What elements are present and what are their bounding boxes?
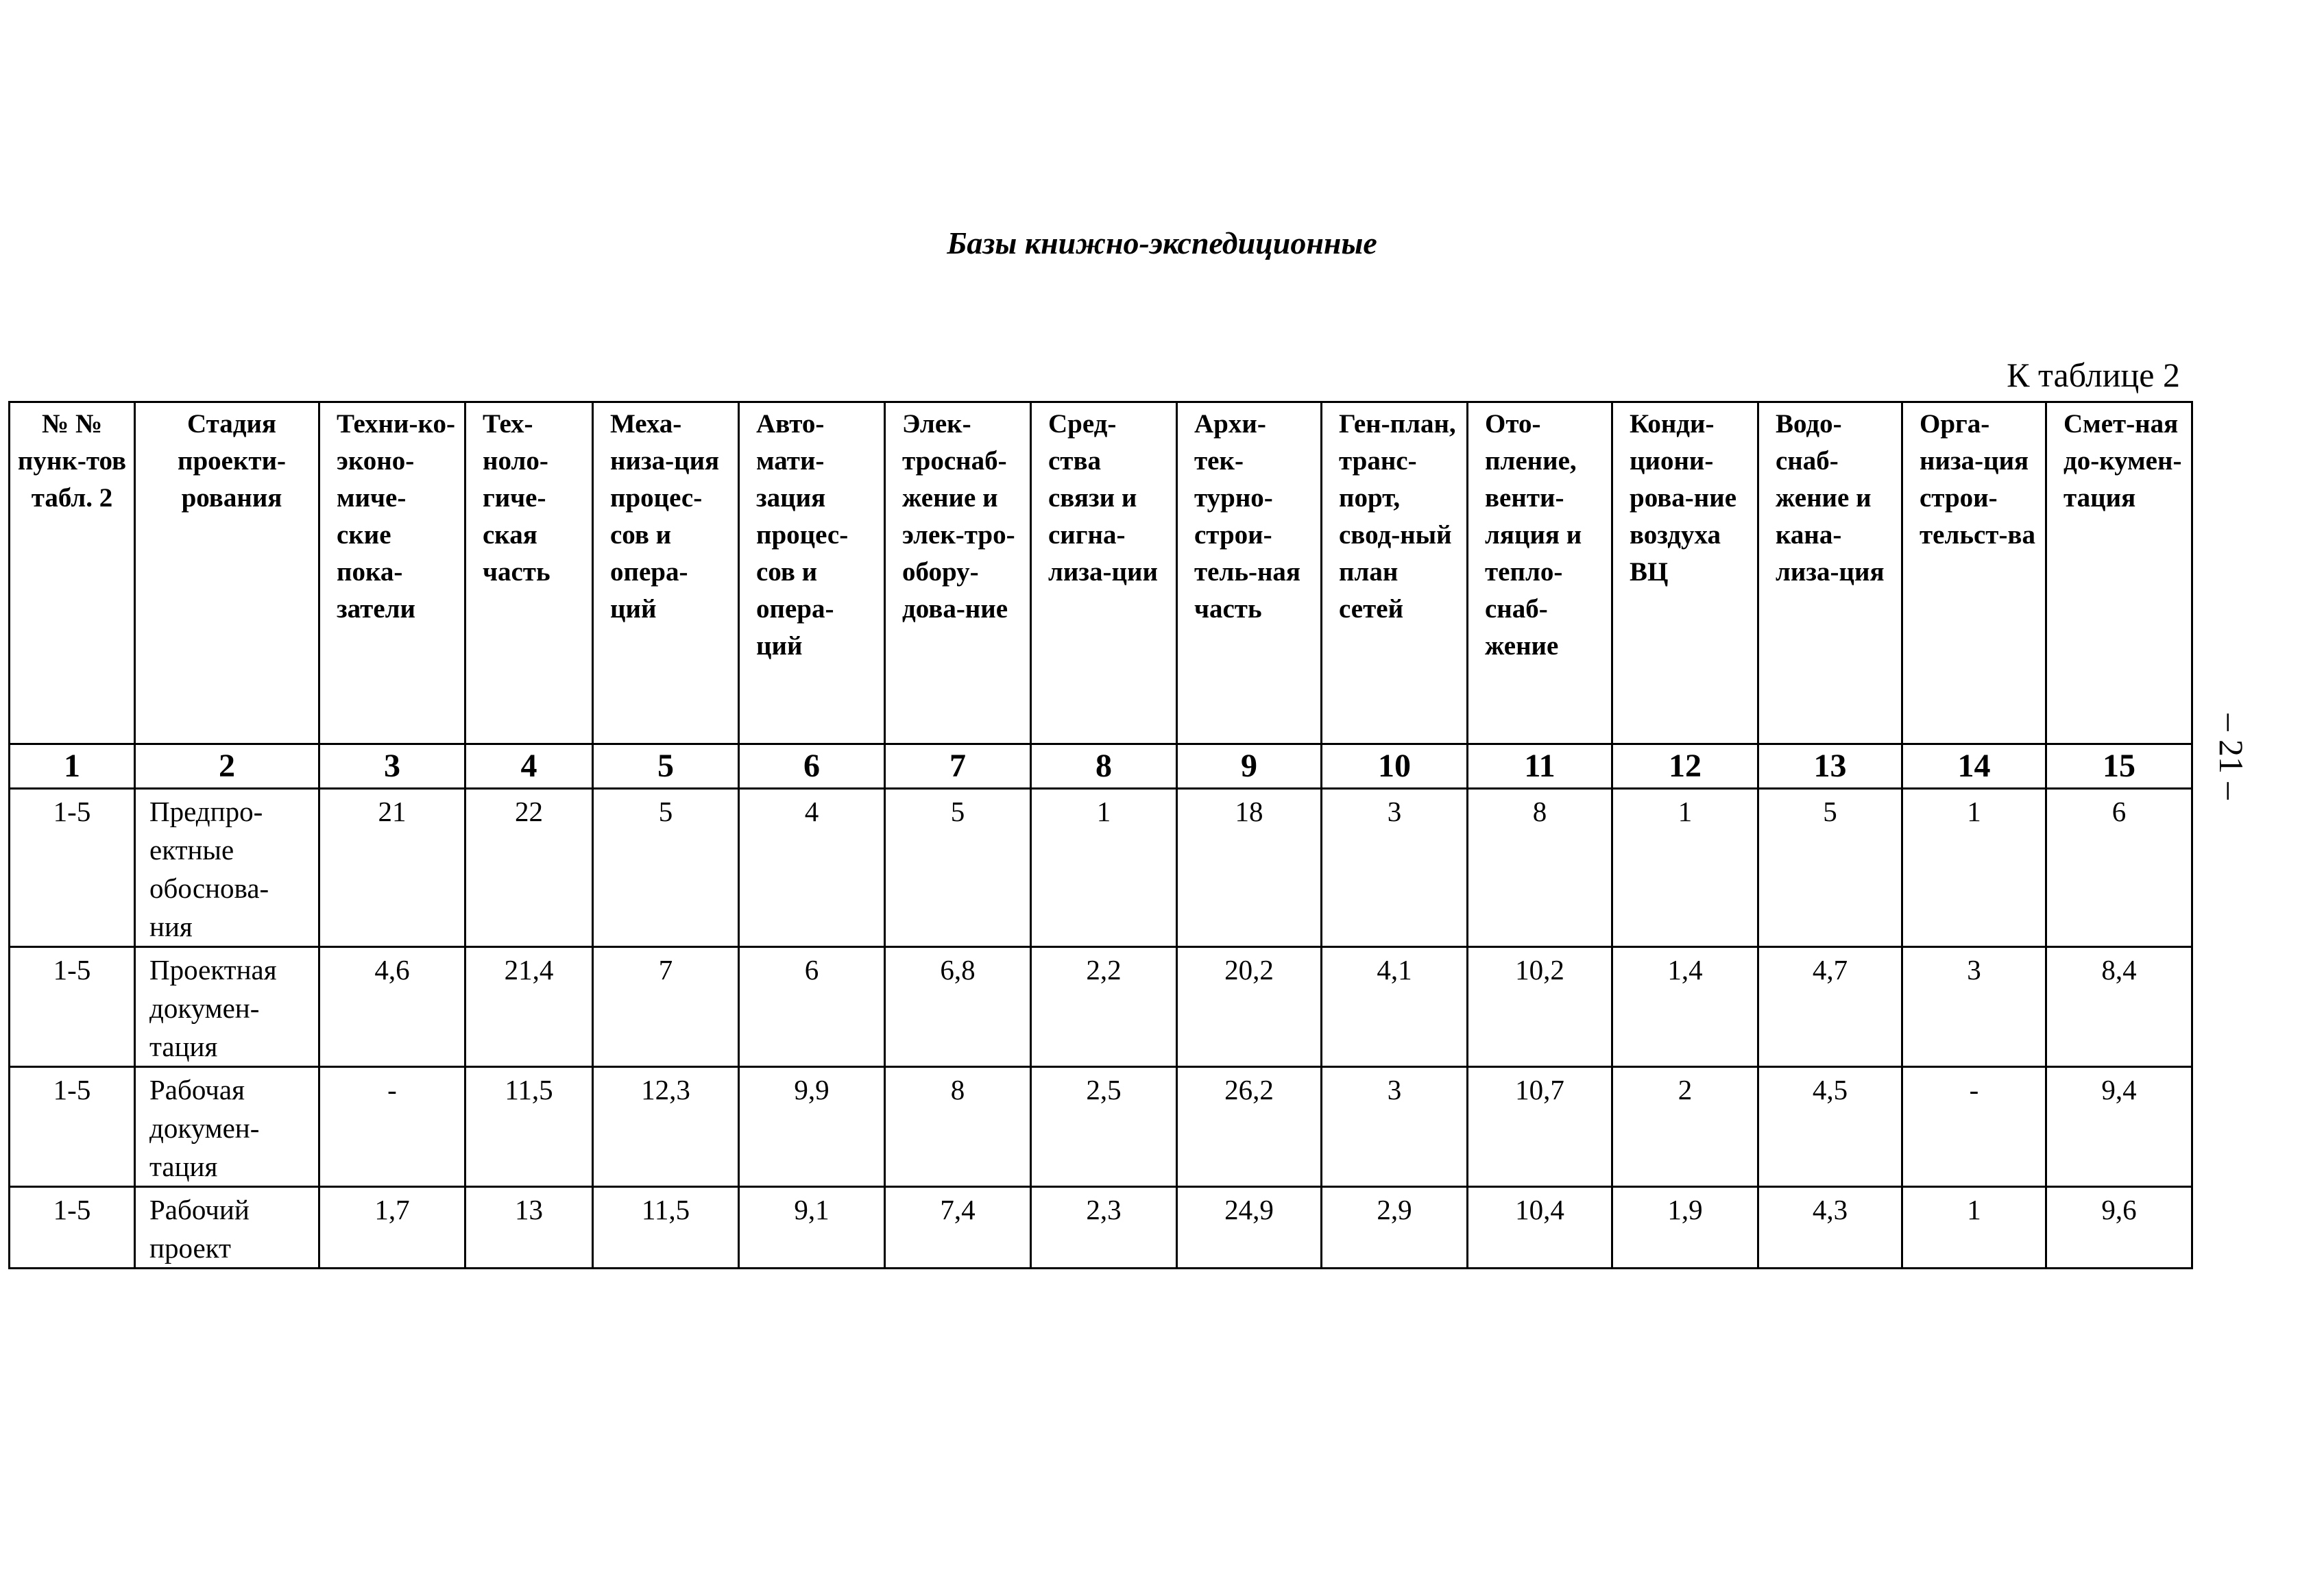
- value-cell: 18: [1177, 789, 1322, 947]
- column-number: 12: [1612, 744, 1758, 789]
- value-cell: 2,9: [1322, 1187, 1468, 1269]
- value-cell: -: [319, 1067, 465, 1187]
- value-cell: -: [1902, 1067, 2046, 1187]
- header-cell-general-plan: Ген-план, транс-порт, свод-ный план сетей: [1322, 402, 1468, 744]
- value-cell: 4,1: [1322, 947, 1468, 1067]
- value-cell: 26,2: [1177, 1067, 1322, 1187]
- value-cell: 4: [739, 789, 885, 947]
- stage-cell: Рабочая докумен-тация: [135, 1067, 319, 1187]
- column-number: 15: [2046, 744, 2192, 789]
- value-cell: 6: [739, 947, 885, 1067]
- value-cell: 5: [593, 789, 739, 947]
- value-cell: 24,9: [1177, 1187, 1322, 1269]
- value-cell: 1,7: [319, 1187, 465, 1269]
- design-stages-table: [8, 401, 2193, 1269]
- value-cell: 7,4: [885, 1187, 1031, 1269]
- value-cell: 13: [465, 1187, 593, 1269]
- value-cell: 6,8: [885, 947, 1031, 1067]
- value-cell: 6: [2046, 789, 2192, 947]
- value-cell: 21: [319, 789, 465, 947]
- value-cell: 7: [593, 947, 739, 1067]
- value-cell: 9,1: [739, 1187, 885, 1269]
- stage-cell: Предпро-ектные обоснова-ния: [135, 789, 319, 947]
- column-number: 1: [10, 744, 135, 789]
- header-cell-automation: Авто-мати-зация процес-сов и опера-ций: [739, 402, 885, 744]
- value-cell: 9,6: [2046, 1187, 2192, 1269]
- value-cell: 1,4: [1612, 947, 1758, 1067]
- value-cell: 5: [1758, 789, 1902, 947]
- value-cell: 3: [1322, 1067, 1468, 1187]
- header-cell-item-numbers: № № пунк-тов табл. 2: [10, 402, 135, 744]
- value-cell: 8,4: [2046, 947, 2192, 1067]
- header-cell-heating-ventilation: Ото-пление, венти-ляция и тепло-снаб-жение: [1468, 402, 1612, 744]
- table-reference: К таблице 2: [2007, 356, 2180, 394]
- value-cell: 4,5: [1758, 1067, 1902, 1187]
- value-cell: 4,6: [319, 947, 465, 1067]
- stage-cell: Проектная докумен-тация: [135, 947, 319, 1067]
- column-number: 10: [1322, 744, 1468, 789]
- value-cell: 4,3: [1758, 1187, 1902, 1269]
- header-cell-technological: Тех-ноло-гиче-ская часть: [465, 402, 593, 744]
- column-number: 5: [593, 744, 739, 789]
- header-cell-estimate-documentation: Смет-ная до-кумен-тация: [2046, 402, 2192, 744]
- header-cell-water-supply: Водо-снаб-жение и кана-лиза-ция: [1758, 402, 1902, 744]
- value-cell: 5: [885, 789, 1031, 947]
- value-cell: 21,4: [465, 947, 593, 1067]
- column-number: 14: [1902, 744, 2046, 789]
- column-number: 3: [319, 744, 465, 789]
- item-number-cell: 1-5: [10, 947, 135, 1067]
- table-row: [10, 1187, 2192, 1269]
- value-cell: 20,2: [1177, 947, 1322, 1067]
- column-number: 6: [739, 744, 885, 789]
- header-cell-mechanization: Меха-низа-ция процес-сов и опера-ций: [593, 402, 739, 744]
- value-cell: 10,4: [1468, 1187, 1612, 1269]
- table-row: [10, 789, 2192, 947]
- item-number-cell: 1-5: [10, 789, 135, 947]
- value-cell: 4,7: [1758, 947, 1902, 1067]
- value-cell: 10,7: [1468, 1067, 1612, 1187]
- value-cell: 1,9: [1612, 1187, 1758, 1269]
- column-number: 9: [1177, 744, 1322, 789]
- item-number-cell: 1-5: [10, 1067, 135, 1187]
- value-cell: 11,5: [593, 1187, 739, 1269]
- document-title: Базы книжно-экспедиционные: [947, 225, 1377, 260]
- value-cell: 1: [1612, 789, 1758, 947]
- column-number: 7: [885, 744, 1031, 789]
- header-cell-communications: Сред-ства связи и сигна-лиза-ции: [1031, 402, 1177, 744]
- column-number: 11: [1468, 744, 1612, 789]
- table-header-row: [10, 402, 2192, 744]
- item-number-cell: 1-5: [10, 1187, 135, 1269]
- value-cell: 1: [1902, 1187, 2046, 1269]
- value-cell: 2,5: [1031, 1067, 1177, 1187]
- column-number: 4: [465, 744, 593, 789]
- column-number: 13: [1758, 744, 1902, 789]
- header-cell-construction-organization: Орга-низа-ция строи-тельст-ва: [1902, 402, 2046, 744]
- header-cell-architecture: Архи-тек-турно-строи-тель-ная часть: [1177, 402, 1322, 744]
- column-number: 8: [1031, 744, 1177, 789]
- value-cell: 8: [1468, 789, 1612, 947]
- value-cell: 10,2: [1468, 947, 1612, 1067]
- page-number: – 21 –: [2212, 713, 2251, 800]
- stage-cell: Рабочий проект: [135, 1187, 319, 1269]
- value-cell: 1: [1031, 789, 1177, 947]
- value-cell: 2,2: [1031, 947, 1177, 1067]
- value-cell: 8: [885, 1067, 1031, 1187]
- value-cell: 2,3: [1031, 1187, 1177, 1269]
- value-cell: 1: [1902, 789, 2046, 947]
- value-cell: 9,4: [2046, 1067, 2192, 1187]
- value-cell: 11,5: [465, 1067, 593, 1187]
- header-cell-design-stage: Стадия проекти-рования: [135, 402, 319, 744]
- column-number-row: [10, 744, 2192, 789]
- value-cell: 9,9: [739, 1067, 885, 1187]
- value-cell: 3: [1322, 789, 1468, 947]
- value-cell: 2: [1612, 1067, 1758, 1187]
- table-row: [10, 947, 2192, 1067]
- value-cell: 12,3: [593, 1067, 739, 1187]
- table-row: [10, 1067, 2192, 1187]
- column-number: 2: [135, 744, 319, 789]
- value-cell: 3: [1902, 947, 2046, 1067]
- value-cell: 22: [465, 789, 593, 947]
- header-cell-air-conditioning: Конди-циони-рова-ние воздуха ВЦ: [1612, 402, 1758, 744]
- header-cell-technical-economic: Техни-ко-эконо-миче-ские пока-затели: [319, 402, 465, 744]
- header-cell-power-supply: Элек-троснаб-жение и элек-тро-обору-дова-ние: [885, 402, 1031, 744]
